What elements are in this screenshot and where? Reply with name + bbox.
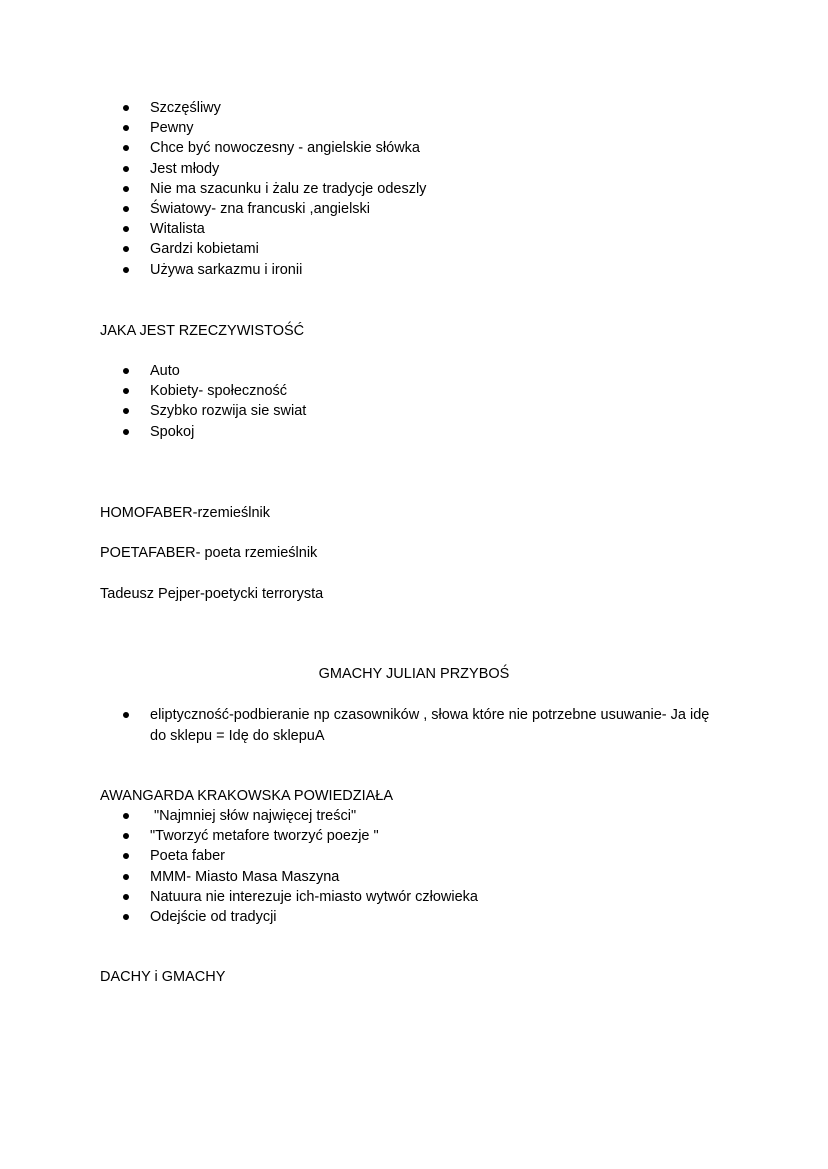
list-item: Jest młody (0, 159, 828, 179)
pejper-line: Tadeusz Pejper-poetycki terrorysta (100, 586, 324, 602)
bullet-icon (123, 853, 129, 859)
homofaber-line: HOMOFABER-rzemieślnik (100, 505, 270, 521)
bullet-icon (123, 186, 129, 192)
awangarda-list (0, 806, 828, 927)
dachy-gmachy-heading: DACHY i GMACHY (100, 969, 226, 985)
bullet-icon (123, 408, 129, 414)
bullet-icon (123, 105, 129, 111)
list-item: Pewny (0, 118, 828, 138)
list-item: MMM- Miasto Masa Maszyna (0, 867, 828, 887)
bullet-icon (123, 226, 129, 232)
bullet-icon (123, 813, 129, 819)
list-item: Nie ma szacunku i żalu ze tradycje odeszly (0, 179, 828, 199)
bullet-icon (123, 166, 129, 172)
bullet-icon (123, 368, 129, 374)
bullet-icon (123, 833, 129, 839)
list-item: Światowy- zna francuski ,angielski (0, 199, 828, 219)
list-item: Poeta faber (0, 846, 828, 866)
list-item: Szczęśliwy (0, 98, 828, 118)
list-item: Witalista (0, 219, 828, 239)
list-item: Natuura nie interezuje ich-miasto wytwór człowieka (0, 887, 828, 907)
bullet-icon (123, 874, 129, 880)
bullet-icon (123, 125, 129, 131)
bullet-icon (123, 145, 129, 151)
bullet-icon (123, 246, 129, 252)
list-item: Spokoj (0, 422, 828, 442)
list-item: Odejście od tradycji (0, 907, 828, 927)
reality-heading: JAKA JEST RZECZYWISTOŚĆ (100, 323, 305, 339)
bullet-icon (123, 388, 129, 394)
gmachy-heading: GMACHY JULIAN PRZYBOŚ (318, 666, 510, 682)
bullet-icon (123, 206, 129, 212)
list-item: "Tworzyć metafore tworzyć poezje " (0, 826, 828, 846)
list-item: Kobiety- społeczność (0, 381, 828, 401)
bullet-icon (123, 894, 129, 900)
list-item: Auto (0, 361, 828, 381)
list-item: "Najmniej słów najwięcej treści" (0, 806, 828, 826)
list-item: Używa sarkazmu i ironii (0, 260, 828, 280)
bullet-icon (123, 712, 129, 718)
bullet-icon (123, 429, 129, 435)
reality-list (0, 361, 828, 442)
traits-list (0, 98, 828, 280)
list-item: Chce być nowoczesny - angielskie słówka (0, 138, 828, 158)
poetafaber-line: POETAFABER- poeta rzemieślnik (100, 545, 318, 561)
bullet-icon (123, 914, 129, 920)
bullet-icon (123, 267, 129, 273)
list-item: Szybko rozwija sie swiat (0, 401, 828, 421)
awangarda-heading: AWANGARDA KRAKOWSKA POWIEDZIAŁA (100, 788, 394, 804)
gmachy-list (0, 705, 828, 747)
list-item: eliptyczność-podbieranie np czasowników , słowa które nie potrzebne usuwanie- Ja idę do sklepu = Idę do sklepuA (0, 705, 828, 747)
list-item: Gardzi kobietami (0, 239, 828, 259)
